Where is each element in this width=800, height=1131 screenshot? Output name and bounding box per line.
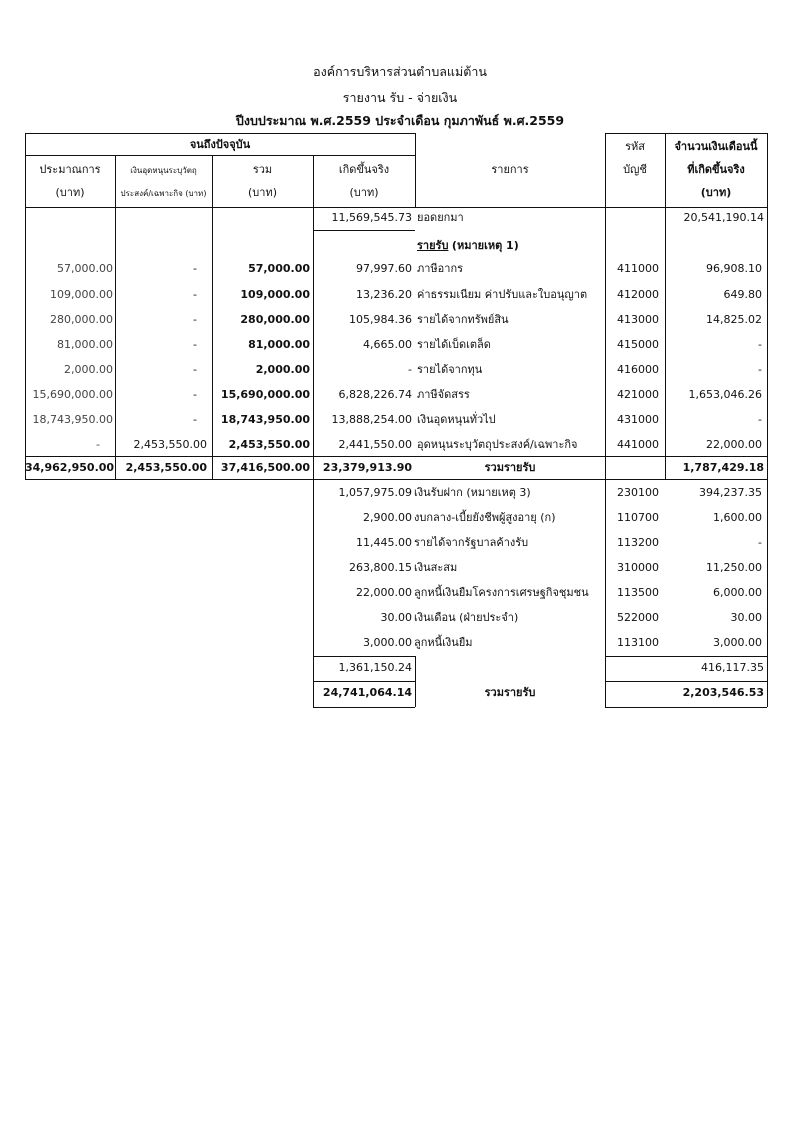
income-budget: 57,000.00 (57, 262, 113, 275)
header-subsidy-unit: ประสงค์/เฉพาะกิจ (บาท) (120, 189, 207, 198)
other-month: 6,000.00 (713, 586, 762, 599)
income-subsidy: - (193, 363, 197, 376)
income-heading-note: (หมายเหตุ 1) (451, 239, 519, 252)
other-month: 3,000.00 (713, 636, 762, 649)
income-budget: 280,000.00 (50, 313, 113, 326)
income-total-month: 1,787,429.18 (682, 461, 764, 474)
header-item: รายการ (491, 163, 529, 176)
income-actual: 13,236.20 (356, 288, 412, 301)
other-label: รายได้จากรัฐบาลค้างรับ (414, 536, 529, 549)
income-total: 2,000.00 (255, 363, 310, 376)
income-code: 415000 (617, 338, 659, 351)
header-code: รหัส (625, 140, 645, 153)
income-month: 22,000.00 (706, 438, 762, 451)
income-label: รายได้เบ็ดเตล็ด (417, 338, 491, 351)
other-label: ลูกหนี้เงินยืมโครงการเศรษฐกิจชุมชน (414, 586, 589, 599)
income-budget: 109,000.00 (50, 288, 113, 301)
carry-label: ยอดยกมา (417, 211, 464, 224)
header-actual: เกิดขึ้นจริง (338, 163, 390, 176)
other-label: เงินสะสม (414, 561, 458, 574)
other-code: 310000 (617, 561, 659, 574)
header-budget-unit: (บาท) (55, 186, 85, 199)
income-subsidy: 2,453,550.00 (133, 438, 207, 451)
income-actual: - (408, 363, 412, 376)
other-month: 1,600.00 (713, 511, 762, 524)
income-code: 416000 (617, 363, 659, 376)
income-actual: 2,441,550.00 (338, 438, 412, 451)
income-total: 57,000.00 (248, 262, 310, 275)
other-subtotal-month: 416,117.35 (701, 661, 764, 674)
income-actual: 105,984.36 (349, 313, 412, 326)
other-actual: 2,900.00 (363, 511, 412, 524)
header-month-unit: (บาท) (700, 186, 732, 199)
income-subsidy: - (193, 288, 197, 301)
other-month: 30.00 (730, 611, 762, 624)
income-label: ค่าธรรมเนียม ค่าปรับและใบอนุญาต (417, 288, 588, 301)
income-label: รายได้จากทุน (417, 363, 483, 376)
income-total: 109,000.00 (240, 288, 310, 301)
income-total: 15,690,000.00 (220, 388, 310, 401)
header-month: จำนวนเงินเดือนนี้ (674, 140, 758, 153)
carry-actual: 11,569,545.73 (331, 211, 412, 224)
income-actual: 97,997.60 (356, 262, 412, 275)
income-subsidy: - (193, 262, 197, 275)
other-code: 522000 (617, 611, 659, 624)
grand-total-label: รวมรายรับ (484, 686, 536, 699)
other-label: งบกลาง-เบี้ยยังชีพผู้สูงอายุ (ก) (414, 511, 556, 524)
income-month: 96,908.10 (706, 262, 762, 275)
income-label: เงินอุดหนุนทั่วไป (417, 413, 496, 426)
income-heading-label: รายรับ (417, 239, 449, 252)
header-total: รวม (252, 163, 273, 176)
income-total: 2,453,550.00 (228, 438, 310, 451)
income-month: - (758, 413, 762, 426)
income-heading (417, 236, 519, 254)
header-code-2: บัญชี (623, 163, 647, 176)
other-label: เงินเดือน (ฝ่ายประจำ) (414, 611, 519, 624)
other-label: ลูกหนี้เงินยืม (414, 636, 473, 649)
income-total-budget: 34,962,950.00 (25, 461, 115, 474)
income-code: 411000 (617, 262, 659, 275)
income-code: 413000 (617, 313, 659, 326)
other-subtotal-actual: 1,361,150.24 (338, 661, 412, 674)
carry-month: 20,541,190.14 (683, 211, 764, 224)
other-code: 113100 (617, 636, 659, 649)
header-actual-unit: (บาท) (349, 186, 379, 199)
other-code: 113200 (617, 536, 659, 549)
other-actual: 1,057,975.09 (338, 486, 412, 499)
income-budget: - (96, 438, 100, 451)
header-ytd-group: จนถึงปัจจุบัน (189, 138, 251, 151)
income-code: 431000 (617, 413, 659, 426)
other-actual: 22,000.00 (356, 586, 412, 599)
income-subsidy: - (193, 388, 197, 401)
income-subsidy: - (193, 313, 197, 326)
income-total-label: รวมรายรับ (484, 461, 536, 474)
income-total: 81,000.00 (248, 338, 310, 351)
income-code: 421000 (617, 388, 659, 401)
other-actual: 263,800.15 (349, 561, 412, 574)
header-subsidy: เงินอุดหนุนระบุวัตถุ (130, 166, 197, 175)
grand-total-month: 2,203,546.53 (682, 686, 764, 699)
income-total: 18,743,950.00 (220, 413, 310, 426)
report-title: รายงาน รับ - จ่ายเงิน (342, 90, 458, 105)
income-month: 1,653,046.26 (688, 388, 762, 401)
income-label: ภาษีอากร (417, 262, 464, 275)
header-budget: ประมาณการ (39, 163, 101, 176)
income-subsidy: - (193, 413, 197, 426)
income-month: 649.80 (723, 288, 762, 301)
header-total-unit: (บาท) (248, 186, 277, 199)
income-month: 14,825.02 (706, 313, 762, 326)
income-subsidy: - (193, 338, 197, 351)
income-month: - (758, 363, 762, 376)
income-budget: 18,743,950.00 (32, 413, 113, 426)
other-actual: 11,445.00 (356, 536, 412, 549)
income-label: รายได้จากทรัพย์สิน (417, 313, 509, 326)
income-budget: 2,000.00 (64, 363, 113, 376)
other-month: 394,237.35 (699, 486, 762, 499)
other-actual: 30.00 (380, 611, 412, 624)
grand-total-actual: 24,741,064.14 (322, 686, 412, 699)
org-name: องค์การบริหารส่วนตำบลแม่ต้าน (313, 64, 487, 79)
report-period: ปีงบประมาณ พ.ศ.2559 ประจำเดือน กุมภาพันธ์ พ.ศ.2559 (235, 113, 565, 128)
income-total-actual: 23,379,913.90 (322, 461, 412, 474)
income-label: อุดหนุนระบุวัตถุประสงค์/เฉพาะกิจ (417, 438, 578, 451)
income-label: ภาษีจัดสรร (417, 388, 470, 401)
income-budget: 15,690,000.00 (32, 388, 113, 401)
income-total-total: 37,416,500.00 (220, 461, 310, 474)
other-code: 113500 (617, 586, 659, 599)
header-month-2: ที่เกิดขึ้นจริง (687, 163, 745, 176)
income-total: 280,000.00 (240, 313, 310, 326)
other-month: - (758, 536, 762, 549)
income-code: 412000 (617, 288, 659, 301)
income-actual: 6,828,226.74 (338, 388, 412, 401)
income-actual: 4,665.00 (363, 338, 412, 351)
other-month: 11,250.00 (706, 561, 762, 574)
income-actual: 13,888,254.00 (331, 413, 412, 426)
income-code: 441000 (617, 438, 659, 451)
other-actual: 3,000.00 (363, 636, 412, 649)
other-code: 230100 (617, 486, 659, 499)
income-budget: 81,000.00 (57, 338, 113, 351)
income-month: - (758, 338, 762, 351)
other-label: เงินรับฝาก (หมายเหตุ 3) (414, 486, 531, 499)
other-code: 110700 (617, 511, 659, 524)
income-total-subsidy: 2,453,550.00 (125, 461, 207, 474)
